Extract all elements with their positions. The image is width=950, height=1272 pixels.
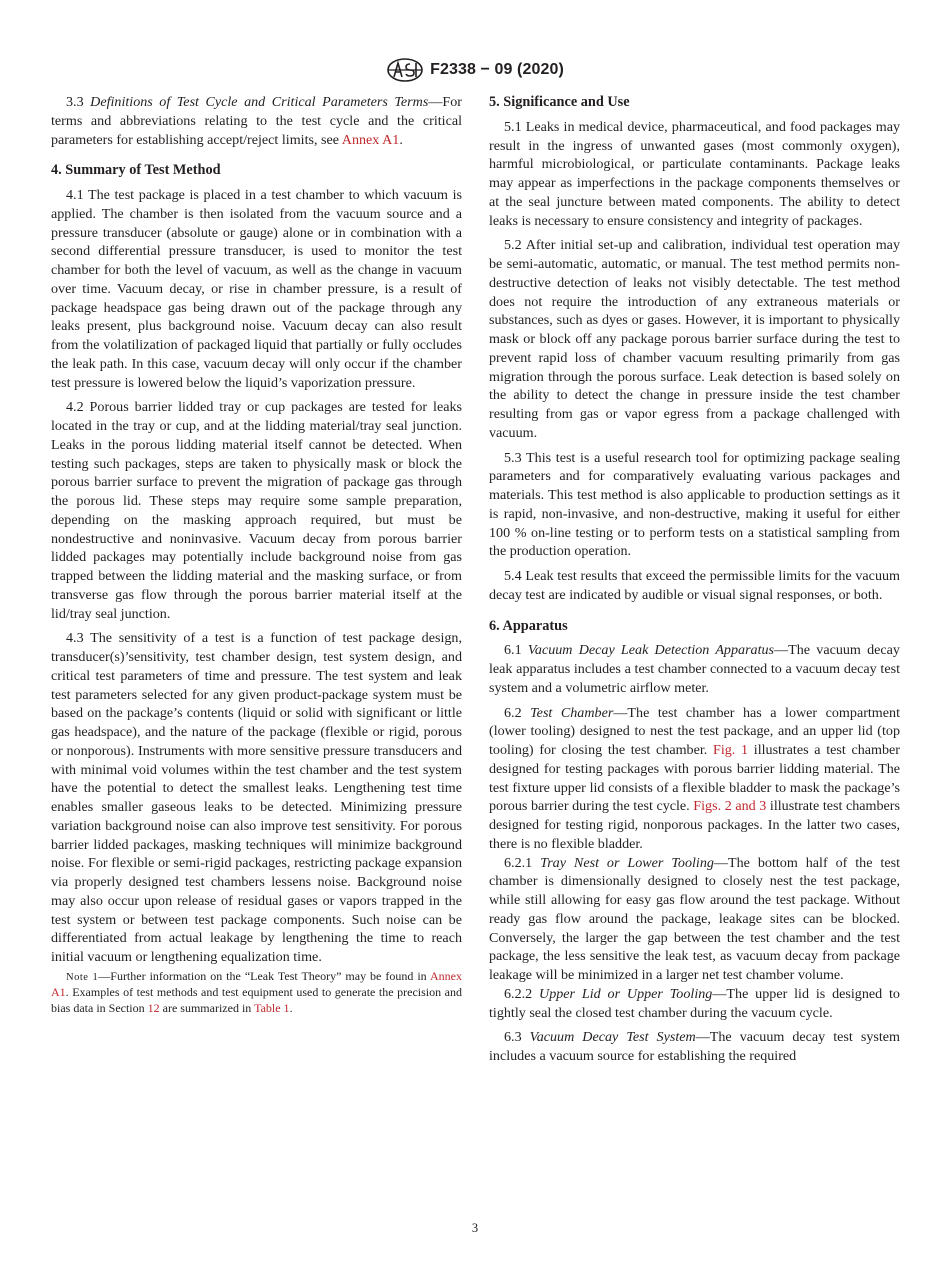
paragraph-4-3: 4.3 The sensitivity of a test is a function of test package design, transducer(s)’sensitivity, test chamber design, test system design, and critical test parameters of time and pressure. The test system and leak test parameters selected for any given product-package system must be based on the package’s contents (liquid or solid with significant or little gas headspace), and the nature of the package (flexible or rigid, porous or nonporous). Instruments with more sensitive pressure transducers and with minimal void volumes within the test chamber and the test system have the potential to detect the smallest leaks. Lengthening test time enables smaller gaseous leaks to be detected. Minimizing pressure variation background noise can also improve test sensitivity. For porous barrier lidded packages, masking techniques will minimize background noise. For flexible or semi-rigid packages, restricting package expansion via properly designed test chambers lessens noise. Background noise may also occur upon release of residual gases or vapors trapped in the test system or between test package components. Such noise can be differentiated from actual leakage by lengthening the time to reach initial vacuum or lengthening equalization time.: [51, 630, 462, 965]
paragraph-6-3: 6.3 Vacuum Decay Test System—The vacuum decay test system includes a vacuum source for establishing the required: [489, 1029, 900, 1064]
paragraph-5-3: 5.3 This test is a useful research tool for optimizing package sealing parameters and for comparatively evaluating various packages and materials. This test method is also applicable to production settings as it is rapid, non-invasive, and non-destructive, making it useful for either 100 % on-line testing or to perform tests on a statistical sampling from the production operation.: [489, 449, 900, 560]
section-4-heading: 4. Summary of Test Method: [51, 162, 221, 179]
right-column: [489, 93, 900, 1066]
fig-1-link[interactable]: Fig. 1: [713, 742, 749, 758]
table-1-link[interactable]: Table 1: [254, 1000, 290, 1015]
standard-designation: F2338 − 09 (2020): [430, 61, 564, 78]
paragraph-6-2: 6.2 Test Chamber—The test chamber has a lower compartment (lower tooling) designed to nest the test package, and an upper lid (top tooling) for closing the test chamber. Fig. 1 illustrates a test chamber designed for testing packages with porous barrier lidding material. The test fixture upper lid consists of a flexible bladder to mask the package’s porous barrier during the test cycle. Figs. 2 and 3 illustrate test chambers designed for testing rigid, nonporous packages. In the latter two cases, there is no flexible bladder.: [489, 704, 900, 852]
section-5-heading: 5. Significance and Use: [489, 94, 630, 110]
paragraph-5-1: 5.1 Leaks in medical device, pharmaceutical, and food packages may result in the ingress of unwanted gases (most commonly oxygen), harmful microbiological, or particulate contaminants. Package leaks may appear as imperfections in the package components themselves or at the seal juncture between mated components. The ability to detect leaks is necessary to ensure consistency and integrity of packages.: [489, 118, 900, 229]
figs-2-3-link[interactable]: Figs. 2 and 3: [693, 798, 767, 815]
page-number: 3: [471, 1221, 479, 1235]
left-column: [51, 93, 462, 1022]
note-label: Note 1: [66, 971, 99, 983]
paragraph-3-3: 3.3 Definitions of Test Cycle and Critical Parameters Terms—For terms and abbreviations relating to the test cycle and the critical parameters for establishing accept/reject limits, see Annex A1.: [51, 94, 462, 148]
paragraph-6-2-1: 6.2.1 Tray Nest or Lower Tooling—The bottom half of the test chamber is dimensionally designed to closely nest the test package, while still allowing for easy gas flow around the test package. Without ready gas flow around the package, leakage sites can be blocked. Conversely, the larger the gap between the test chamber and the test package, the less sensitive the leak test, as vacuum decay from package leakage will be minimized in a larger net test chamber volume.: [489, 854, 900, 983]
paragraph-6-2-2: 6.2.2 Upper Lid or Upper Tooling—The upper lid is designed to tightly seal the closed test chamber during the vacuum cycle.: [489, 985, 900, 1021]
paragraph-5-2: 5.2 After initial set-up and calibration, individual test operation may be semi-automatic, automatic, or manual. The test method permits non-destructive detection of leaks not visibly detectable. The test method does not require the introduction of any extraneous materials or substances, such as dyes or gases. However, it is important to physically mask or block off any package porous barrier surface during the test to prevent rapid loss of chamber vacuum resulting primarily from gas migration through the porous surface. Leak detection is based solely on the ability to detect the change in pressure inside the test chamber resulting from gas or vapor egress from a package challenged with vacuum.: [489, 237, 900, 441]
paragraph-6-1: 6.1 Vacuum Decay Leak Detection Apparatus—The vacuum decay leak apparatus includes a test chamber connected to a vacuum decay test system and a volumetric airflow meter.: [489, 642, 900, 696]
annex-a1-note-link[interactable]: Annex A1: [51, 968, 462, 1000]
term-title: Definitions of Test Cycle and Critical Parameters Terms: [90, 94, 429, 110]
annex-a1-link[interactable]: Annex A1: [341, 131, 400, 148]
paragraph-4-1: 4.1 The test package is placed in a test chamber to which vacuum is applied. The chamber is then isolated from the vacuum source and a pressure transducer (absolute or gauge) alone or in combination with a second differential pressure transducer, is used to monitor the test chamber for both the level of vacuum, as well as the change in vacuum over time. Vacuum decay, or rise in chamber pressure, is a result of package headspace gas being drawn out of the package through any leaks present, plus background noise. Vacuum decay can also result from the volatilization of packaged liquid that partially or fully occludes the leak path. In this case, vacuum decay will only occur if the chamber test pressure is lowered below the liquid’s vaporization pressure.: [51, 187, 462, 391]
section-6-heading: 6. Apparatus: [489, 617, 568, 634]
note-1: Note 1—Further information on the “Leak Test Theory” may be found in Annex A1. Examples of test methods and test equipment used to generate the precision and bias data in Section 12 are summarized in Table 1.: [51, 968, 462, 1015]
paragraph-4-2: 4.2 Porous barrier lidded tray or cup packages are tested for leaks located in the tray or cup, and at the lidding material/tray seal junction. Leaks in the porous lidding material itself cannot be detected. When testing such packages, steps are taken to physically mask or block the porous barrier surface to prevent the migration of package gas through the porous lid. These steps may require some sample preparation, depending on the masking approach required, but must be nondestructive and noninvasive. Vacuum decay from porous barrier lidded packages may potentially include background noise from gas trapped between the lidding material and the masking surface, or from transverse gas flow through the porous barrier material itself at the lid/tray seal junction.: [51, 399, 462, 622]
page-header: [0, 58, 950, 82]
astm-logo-icon: [386, 58, 424, 82]
section-12-link[interactable]: 12: [147, 1000, 160, 1015]
paragraph-5-4: 5.4 Leak test results that exceed the permissible limits for the vacuum decay test are indicated by audible or visual signal responses, or both.: [489, 568, 900, 603]
